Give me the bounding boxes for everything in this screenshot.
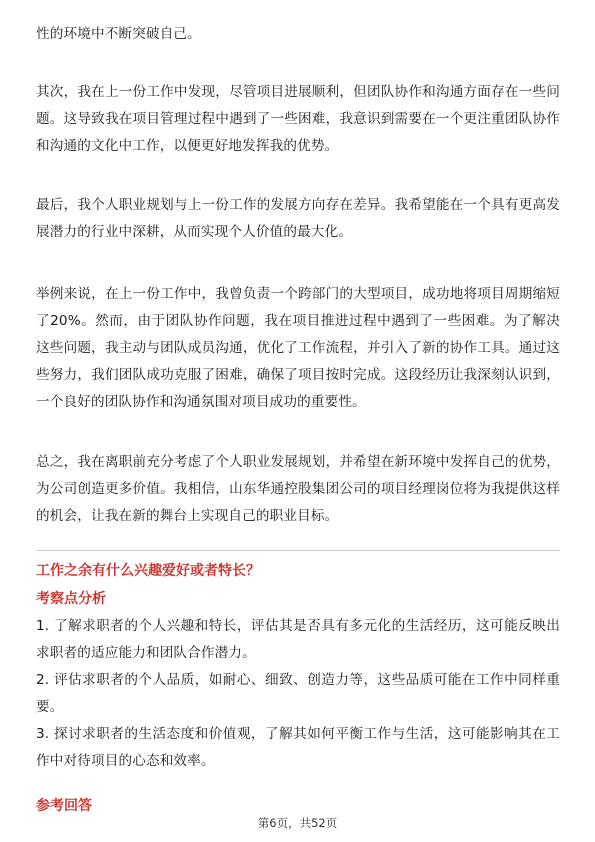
answer-heading: 参考回答: [36, 798, 92, 814]
paragraph-example: 举例来说，在上一份工作中，我曾负责一个跨部门的大型项目，成功地将项目周期缩短了20%。然而，由于团队协作问题，我在项目推进过程中遇到了一些困难。为了解决这些问题，我主动与团队成员沟通，优化了工作流程，并引入了新的协作工具。通过这些努力，我们团队成功克服了困难，确保了项目按时完成。这段经历让我深刻认识到，一个良好的团队协作和沟通氛围对项目成功的重要性。: [36, 286, 560, 410]
analysis-list: [36, 613, 560, 775]
paragraph-teamwork: 其次，我在上一份工作中发现，尽管项目进展顺利，但团队协作和沟通方面存在一些问题。这导致我在项目管理过程中遇到了一些困难，我意识到需要在一个更注重团队协作和沟通的文化中工作，以便更好地发挥我的优势。: [36, 84, 560, 154]
analysis-item: 1. 了解求职者的个人兴趣和特长，评估其是否具有多元化的生活经历，这可能反映出求职者的适应能力和团队合作潜力。: [36, 618, 560, 661]
page-number-footer: 第6页，共52页: [257, 816, 338, 830]
paragraph-career-plan: 最后，我个人职业规划与上一份工作的发展方向存在差异。我希望能在一个具有更高发展潜力的行业中深耕，从而实现个人价值的最大化。: [36, 197, 560, 240]
question-heading: 工作之余有什么兴趣爱好或者特长？: [36, 563, 260, 579]
analysis-heading: 考察点分析: [36, 591, 106, 607]
analysis-item: 3. 探讨求职者的生活态度和价值观，了解其如何平衡工作与生活，这可能影响其在工作中对待项目的心态和效率。: [36, 726, 560, 769]
section-divider: [36, 550, 560, 551]
paragraph-continuation: 性的环境中不断突破自己。: [36, 26, 201, 42]
paragraph-conclusion: 总之，我在离职前充分考虑了个人职业发展规划，并希望在新环境中发挥自己的优势，为公司创造更多价值。我相信，山东华通控股集团公司的项目经理岗位将为我提供这样的机会，让我在新的舞台上实现自己的职业目标。: [36, 454, 560, 524]
analysis-item: 2. 评估求职者的个人品质，如耐心、细致、创造力等，这些品质可能在工作中同样重要。: [36, 672, 560, 715]
